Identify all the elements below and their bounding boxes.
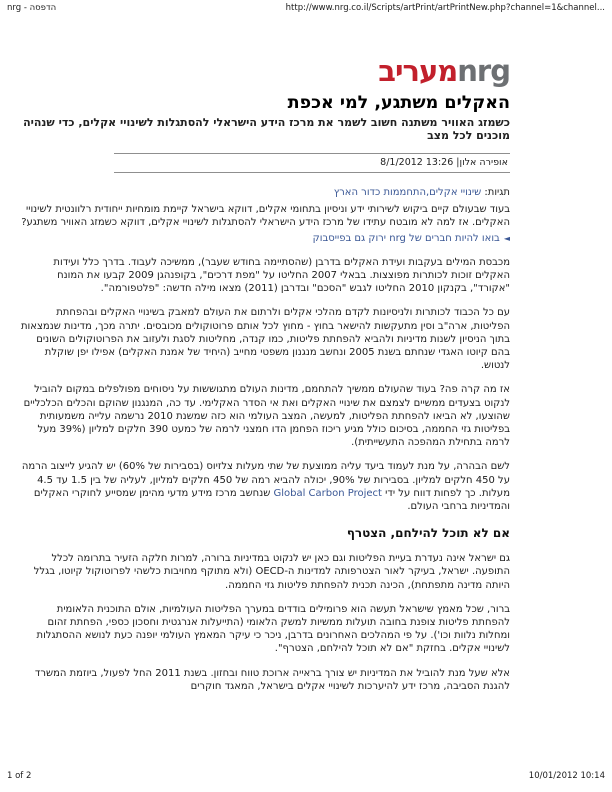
tags-row <box>18 186 510 199</box>
paragraph-durban: מכבסת המילים בעקבות ועידת האקלים בדרבן (שהסתיימה בחודש שעבר), ממשיכה לעבוד. בדרך כלל ועידות האקלים זוכות לכותרות מפוצצות. בבאלי 2007 החליטו על "מפת דרכים", בקופנהגן 2009 קבעו את המונח "אקורד", בקנקון 2010 החליטו לגבש "הסכם" ובדרבן (2011) מצאו מילה חדשה: "פלטפורמה". <box>53 256 510 295</box>
print-footer <box>7 771 605 781</box>
paragraph-targets-text-before: לשם הבהרה, על מנת לעמוד ביעד עליה ממוצעת של שתי מעלות צלזיוס (בסבירות של 60%) יש להגיע לייצוב הרמה על 450 חלקים למליון. בסבירות של 90%, יכולה להביא רמה של 450 חלקים למליון, לעליה של בין 1.5 עד 4.5 מעלות. כך לפחות דווח על ידי <box>21 461 510 499</box>
print-header-title: nrg - הדפסה <box>7 3 57 13</box>
paragraph-emissions: אז מה קרה פה? בעוד שהעולם ממשיך להתחמם, מדינות העולם מתגוששות על ניסוחים מפולפלים במקום להוביל לנקוט בצעדים ממשיים לצמצם את שינויי האקלים ואת אי הסדר האקלימי. עד כה, המנגנון שהוקם והכלים הכלכליים שהוצעו, לא הביאו להפחתת הפליטות, למעשה, המצב העולמי הוא כזה שמשנת 2010 נרשמה עלייה משמעותית בפליטות גזי החממה, בסיכום כולל מגיע ריכוז הפחמן הדו חמצני לרמה של כמעט 390 חלקים למליון (39% מעל לרמה בתחילת המהפכה התעשייתית). <box>23 384 510 449</box>
print-header <box>7 3 605 13</box>
section-subheading: אם לא תוכל להילחם, הצטרף <box>346 526 510 541</box>
tag-links[interactable]: שינויי אקלים,התחממות כדור הארץ <box>333 187 482 198</box>
facebook-link[interactable] <box>18 232 510 245</box>
global-carbon-project-link[interactable]: Global Carbon Project <box>273 487 382 499</box>
paragraph-knowledge-center: אלא שעל מנת להוביל את המדיניות יש צורך בראייה ארוכת טווח ובחזון. בשנת 2011 החל לפעול, ביוזמת המשרד להגנת הסביבה, מרכז ידע להיערכות לשינויי אקלים בישראל, המאגד חוקרים <box>34 667 510 692</box>
paragraph-lead: בעוד שבעולם קיים ביקוש לשירותי ידע וניסיון בתחומי אקלים, דווקא בישראל קיימת מומחיות ייחודית רלוונטית לשינויי האקלים. אז למה לא מובטח עתידו של מרכז הידע הישראלי להסתגלות לשינויי אקלים, דווקא כשמזג האוויר משתגע? <box>21 204 510 229</box>
byline-box <box>114 153 510 173</box>
paragraph-protocols: עם כל הכבוד לכותרות ולניסיונות לקדם מהלכי אקלים ולרתום את העולם למאבק בשינויי האקלים ובהפחתת הפליטות, ארה"ב וסין מתעקשות להישאר בחוץ - מחוץ לכל אותם פרוטוקולים מכובסים. יתרה מכך, מדינות שנמצאות בתוך הניסיון לשנות מדיניות ולהביא להפחתת פליטות, כמו קנדה, מחליטות לסגת ולעזוב את הפרוטוקולים השונים בהם קיוטו האגדי שנחתם בשנת 2005 ונחשב מנגנון משפטי מחייב (היחיד של אמנת האקלים) אפילו יפן שוקלת לנטוש. <box>20 307 510 372</box>
print-header-url: http://www.nrg.co.il/Scripts/artPrint/artPrintNew.php?channel=1&channel... <box>285 3 605 13</box>
paragraph-israel: גם ישראל אינה נעדרת בעיית הפליטות וגם כאן יש לנקוט במדיניות ברורה, למרות חלקה הזעיר בתרומה לכלל התופעה. ישראל, בעיקר לאור הצטרפותה למדינות ה-OECD (ולא מתוקף מחויבות כלשהי לפרוטוקול קיוטו, בגלל היותה מדינה מתפתחת), הכינה תכנית להפחתת פליטות גזי החממה. <box>33 553 510 591</box>
nrg-maariv-logo <box>18 56 510 87</box>
print-timestamp: 10/01/2012 10:14 <box>528 771 605 781</box>
tags-label: תגיות: <box>484 187 510 198</box>
page-number: 1 of 2 <box>7 771 32 781</box>
facebook-link-text: בואו להיות חברים של nrg ירוק גם בפייסבוק <box>312 232 500 244</box>
article-subtitle: כשמזג האוויר משתנה חשוב לשמר את מרכז הידע הישראלי להסתגלות לשינויי אקלים, כדי שנהיה מוכנים לכל מצב <box>23 116 510 142</box>
byline-author-date: אופירה אלון| 13:26 8/1/2012 <box>380 157 508 168</box>
paragraph-national-plan: ברור, שכל מאמץ שישראל תעשה הוא פרומילים בודדים במערך הפליטות העולמיות, אולם התוכנית הלאומית להפחתת פליטות צופנת בחובה תועלות ממשיות למשק הלאומי (התייעלות אנרגטית וחסכון כספי, הפחתת זהום ומחלות נלוות וכו'). על פי המהלכים האחרונים בדרבן, ניכר כי עיקר המאמץ העולמי יופנה כעת לנושא ההסתגלות לשינויי אקלים. בחזקת "אם לא תוכל להילחם, הצטרף". <box>36 603 510 655</box>
paragraph-targets <box>18 460 510 513</box>
logo-maariv-wordmark: מעריב <box>378 54 458 88</box>
logo-nrg-wordmark: nrg <box>457 54 510 88</box>
paragraph-targets-text-after: שנחשב מרכז מידע מדעי מהימן שמסייע לחוקרי האקלים והמדיניות ברחבי העולם. <box>33 487 510 513</box>
arrow-left-icon: ◄ <box>503 233 510 243</box>
article-title: האקלים משתגע, למי אכפת <box>287 93 510 113</box>
article-content <box>18 56 510 704</box>
